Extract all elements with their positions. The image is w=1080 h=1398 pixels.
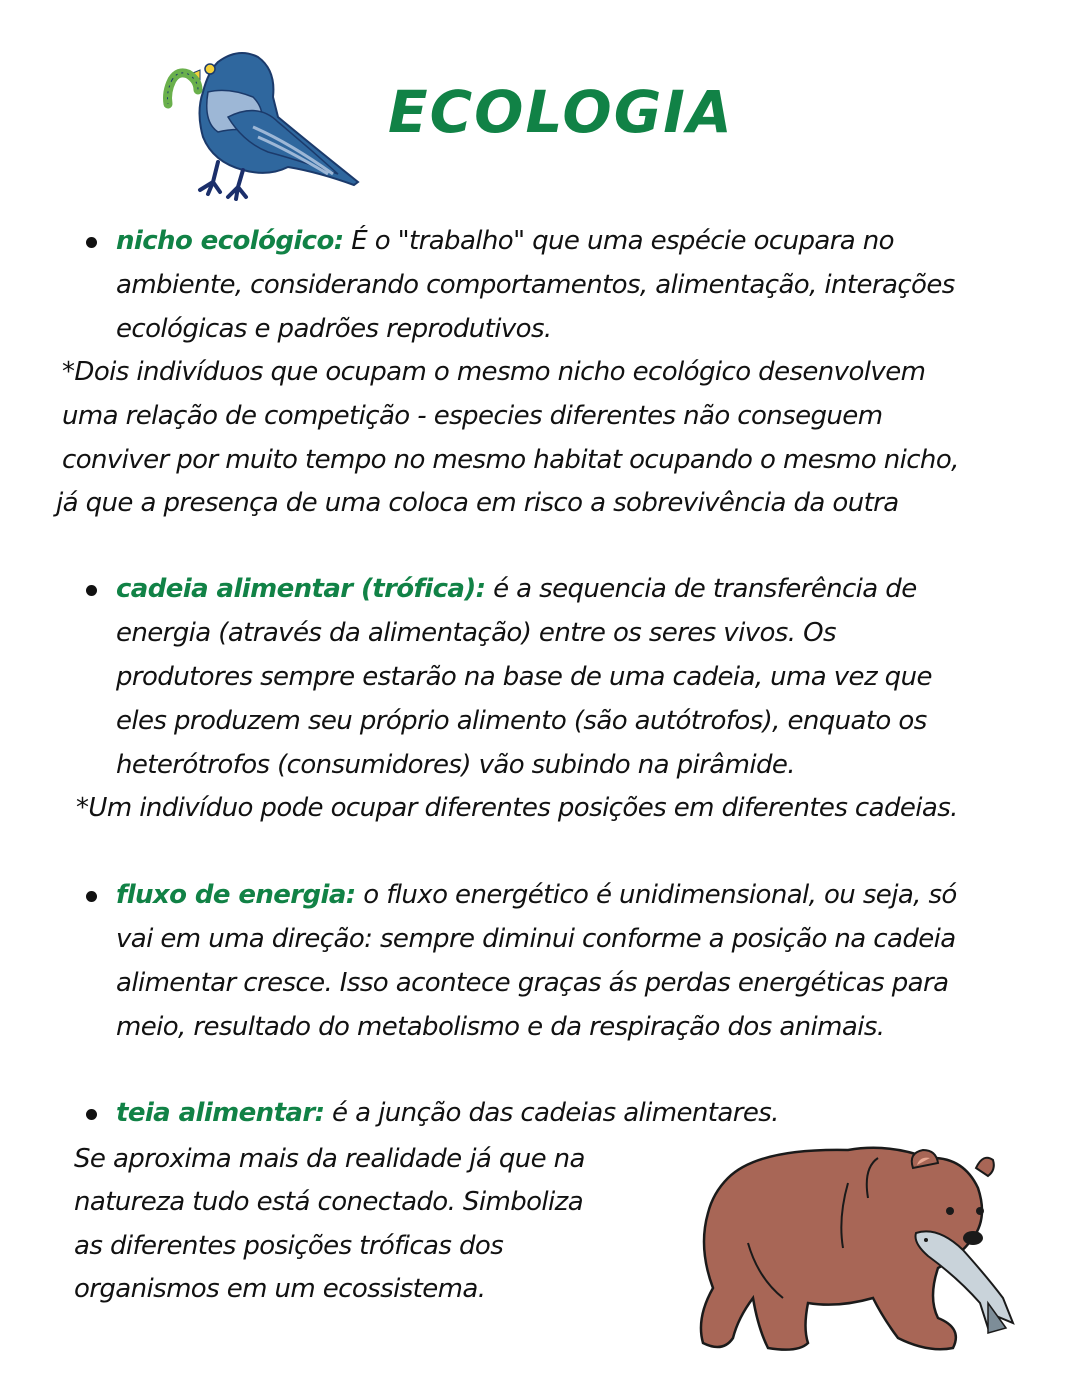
definition-line: energia (através da alimentação) entre os seres vivos. Os xyxy=(116,618,836,648)
bullet-icon xyxy=(86,891,97,902)
page-title: ECOLOGIA xyxy=(388,78,734,146)
definition-line: meio, resultado do metabolismo e da respiração dos animais. xyxy=(116,1012,885,1042)
definition-line: ambiente, considerando comportamentos, alimentação, interações xyxy=(116,270,955,300)
section-heading-line xyxy=(116,226,894,256)
definition-line: alimentar cresce. Isso acontece graças ás perdas energéticas para xyxy=(116,968,949,998)
note-line: organismos em um ecossistema. xyxy=(74,1274,486,1304)
note-line: *Um indivíduo pode ocupar diferentes posições em diferentes cadeias. xyxy=(76,793,958,823)
definition-line: ecológicas e padrões reprodutivos. xyxy=(116,314,552,344)
term-teia-alimentar: teia alimentar: xyxy=(116,1098,325,1128)
definition-line: produtores sempre estarão na base de uma cadeia, uma vez que xyxy=(116,662,932,692)
note-line: Se aproxima mais da realidade já que na xyxy=(74,1144,585,1174)
definition-line: heterótrofos (consumidores) vão subindo na pirâmide. xyxy=(116,750,795,780)
definition-text: é a sequencia de transferência de xyxy=(485,574,917,604)
note-line: natureza tudo está conectado. Simboliza xyxy=(74,1187,584,1217)
term-cadeia-alimentar: cadeia alimentar (trófica): xyxy=(116,574,486,604)
bullet-icon xyxy=(86,585,97,596)
definition-text: o fluxo energético é unidimensional, ou seja, só xyxy=(355,880,957,910)
term-nicho-ecologico: nicho ecológico: xyxy=(116,226,344,256)
definition-text: é a junção das cadeias alimentares. xyxy=(324,1098,779,1128)
bird-illustration xyxy=(158,42,363,202)
section-heading-line xyxy=(116,574,917,604)
term-fluxo-de-energia: fluxo de energia: xyxy=(116,880,356,910)
bullet-icon xyxy=(86,1109,97,1120)
note-line: já que a presença de uma coloca em risco a sobrevivência da outra xyxy=(56,488,899,518)
bear-illustration xyxy=(688,1138,1028,1368)
bullet-icon xyxy=(86,237,97,248)
definition-text: É o "trabalho" que uma espécie ocupara no xyxy=(343,226,894,256)
note-line: as diferentes posições tróficas dos xyxy=(74,1231,504,1261)
definition-line: vai em uma direção: sempre diminui conforme a posição na cadeia xyxy=(116,924,956,954)
note-line: *Dois indivíduos que ocupam o mesmo nicho ecológico desenvolvem xyxy=(62,357,926,387)
section-heading-line xyxy=(116,1098,779,1128)
note-line: conviver por muito tempo no mesmo habitat ocupando o mesmo nicho, xyxy=(62,445,959,475)
section-heading-line xyxy=(116,880,957,910)
note-line: uma relação de competição - especies diferentes não conseguem xyxy=(62,401,883,431)
definition-line: eles produzem seu próprio alimento (são autótrofos), enquato os xyxy=(116,706,927,736)
